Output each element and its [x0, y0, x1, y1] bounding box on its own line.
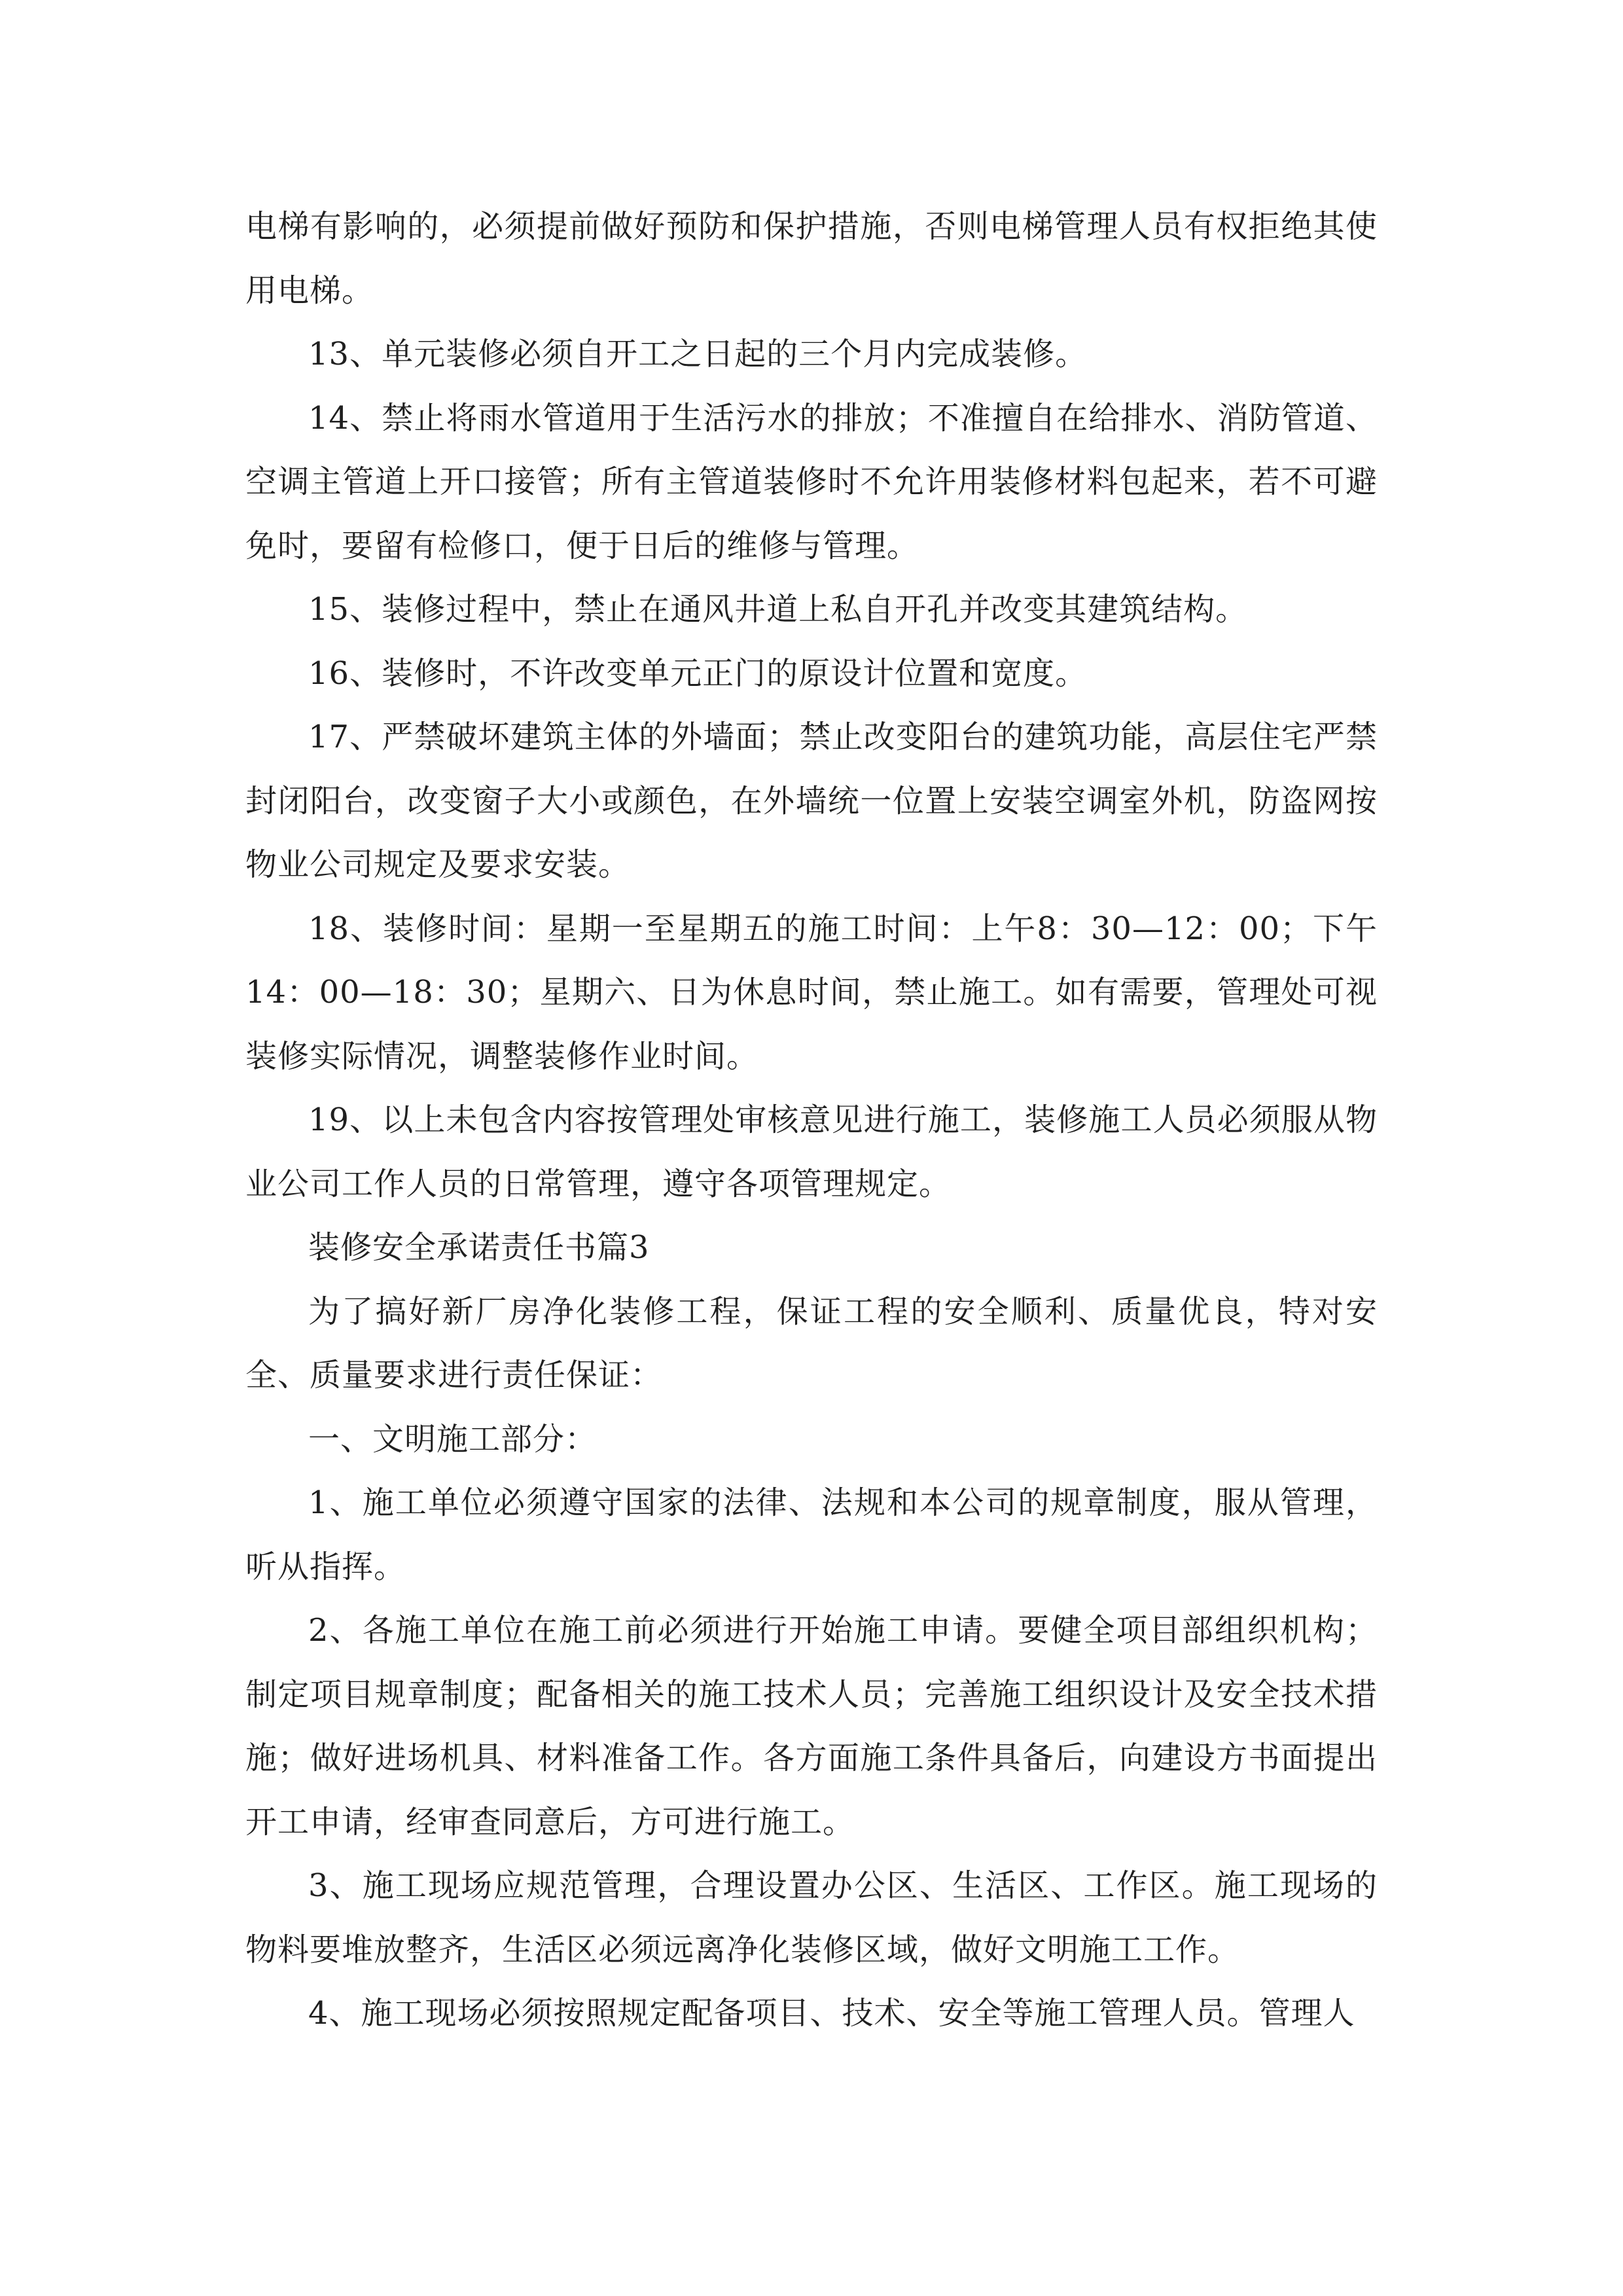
paragraph-item-2: 2、各施工单位在施工前必须进行开始施工申请。要健全项目部组织机构；制定项目规章制度；配备相关的施工技术人员；完善施工组织设计及安全技术措施；做好进场机具、材料准备工作。各方面施工条件具备后，向建设方书面提出开工申请，经审查同意后，方可进行施工。 [245, 1612, 1378, 1840]
paragraph-item-14: 14、禁止将雨水管道用于生活污水的排放；不准擅自在给排水、消防管道、空调主管道上开口接管；所有主管道装修时不允许用装修材料包起来，若不可避免时，要留有检修口，便于日后的维修与管理。 [245, 399, 1378, 564]
paragraph-item-18: 18、装修时间：星期一至星期五的施工时间：上午8：30—12：00；下午14：00—18：30；星期六、日为休息时间，禁止施工。如有需要，管理处可视装修实际情况，调整装修作业时间。 [245, 910, 1378, 1075]
paragraph-intro: 为了搞好新厂房净化装修工程，保证工程的安全顺利、质量优良，特对安全、质量要求进行责任保证： [245, 1293, 1378, 1393]
section-heading-civilized-construction: 一、文明施工部分： [308, 1420, 597, 1458]
paragraph-item-19: 19、以上未包含内容按管理处审核意见进行施工，装修施工人员必须服从物业公司工作人员的日常管理，遵守各项管理规定。 [245, 1102, 1378, 1202]
paragraph-item-3: 3、施工现场应规范管理，合理设置办公区、生活区、工作区。施工现场的物料要堆放整齐，生活区必须远离净化装修区域，做好文明施工工作。 [245, 1867, 1378, 1968]
paragraph-item-16: 16、装修时，不许改变单元正门的原设计位置和宽度。 [308, 655, 1088, 692]
paragraph-continuation: 电梯有影响的，必须提前做好预防和保护措施，否则电梯管理人员有权拒绝其使用电梯。 [245, 208, 1378, 309]
document-body [245, 195, 1378, 2046]
paragraph-item-17: 17、严禁破坏建筑主体的外墙面；禁止改变阳台的建筑功能，高层住宅严禁封闭阳台，改变窗子大小或颜色，在外墙统一位置上安装空调室外机，防盗网按物业公司规定及要求安装。 [245, 719, 1378, 883]
paragraph-item-1: 1、施工单位必须遵守国家的法律、法规和本公司的规章制度，服从管理，听从指挥。 [245, 1484, 1378, 1585]
paragraph-item-15: 15、装修过程中，禁止在通风井道上私自开孔并改变其建筑结构。 [308, 591, 1248, 628]
section-title: 装修安全承诺责任书篇3 [308, 1229, 650, 1266]
paragraph-item-13: 13、单元装修必须自开工之日起的三个月内完成装修。 [308, 336, 1088, 372]
paragraph-item-4: 4、施工现场必须按照规定配备项目、技术、安全等施工管理人员。管理人 [308, 1995, 1355, 2032]
